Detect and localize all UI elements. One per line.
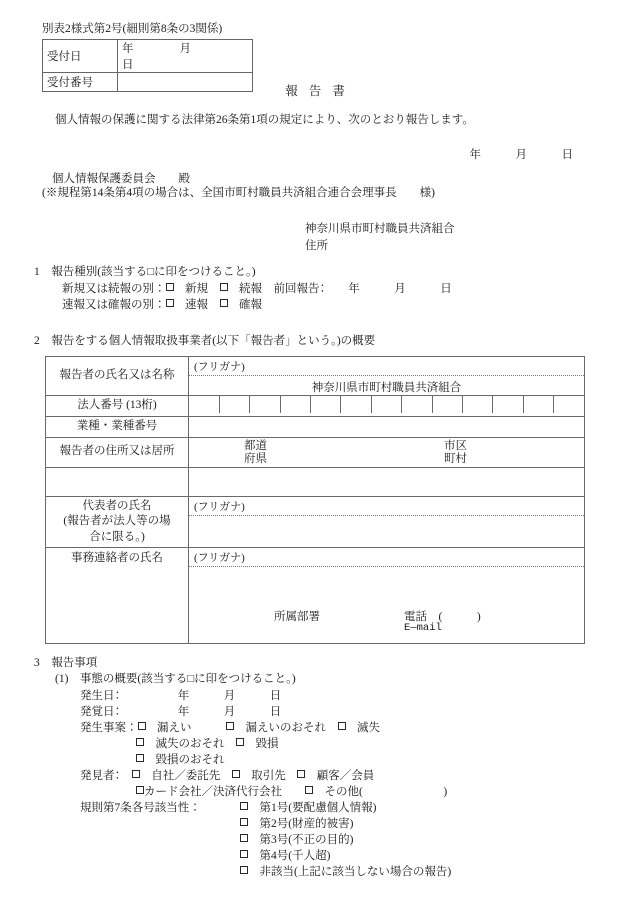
organization-address-label: 住所 xyxy=(305,240,328,252)
checkbox-business-partner[interactable] xyxy=(232,770,240,778)
detection-date-row[interactable]: 発覚日： 年 月 日 xyxy=(80,706,282,718)
contact-department-label: 所属部署 xyxy=(274,611,320,624)
section1-opt-final: 確報 xyxy=(239,299,262,311)
checkbox-rule-item4[interactable] xyxy=(240,850,248,858)
furigana-label: (フリガナ) xyxy=(189,357,584,376)
reporter-address-head-cell[interactable] xyxy=(189,437,585,467)
section1-previous-report-label: 前回報告： xyxy=(273,283,326,295)
representative-label-line3: 合に限る。) xyxy=(89,530,145,543)
table-row xyxy=(189,396,584,413)
corporate-number-label: 法人番号 (13桁) xyxy=(46,396,189,417)
receipt-number-label: 受付番号 xyxy=(43,73,118,92)
table-row xyxy=(43,40,253,73)
reporter-details-table xyxy=(45,356,585,644)
section3-heading: 3 報告事項 xyxy=(34,657,98,669)
corporate-number-cell[interactable] xyxy=(189,396,585,417)
case-type-row-2 xyxy=(136,737,279,751)
section1-opt-prompt: 速報 xyxy=(185,299,208,311)
address-spacer-label xyxy=(46,467,189,496)
case-type-row-1 xyxy=(80,721,380,735)
checkbox-loss[interactable] xyxy=(338,722,346,730)
corpnum-digit[interactable] xyxy=(432,396,462,413)
checkbox-damage-risk[interactable] xyxy=(136,754,144,762)
rule7-opt5: 非該当(上記に該当しない場合の報告) xyxy=(259,866,452,878)
checkbox-final-report[interactable] xyxy=(220,299,228,307)
section1-row2-label: 速報又は確報の別： xyxy=(62,299,166,311)
reporter-name-value: 神奈川県市町村職員共済組合 xyxy=(311,382,462,394)
table-row-representative xyxy=(46,496,585,548)
case-opt-leak: 漏えい xyxy=(157,722,192,734)
checkbox-rule-item1[interactable] xyxy=(240,802,248,810)
checkbox-followup[interactable] xyxy=(220,283,228,291)
discoverer-opt-card: カード会社／決済代行会社 xyxy=(144,786,282,798)
rule7-opt4: 第4号(千人超) xyxy=(259,850,331,862)
checkbox-prompt-report[interactable] xyxy=(166,299,174,307)
contact-email-label[interactable]: E—mail xyxy=(404,622,442,635)
contact-person-cell[interactable] xyxy=(189,548,585,644)
table-row-industry xyxy=(46,416,585,437)
corporate-number-grid xyxy=(189,396,584,413)
rule7-opt1: 第1号(要配慮個人情報) xyxy=(259,802,377,814)
section1-previous-report-date[interactable]: 年 月 日 xyxy=(348,283,452,295)
address-prefecture-label xyxy=(244,440,267,468)
submission-date-line[interactable]: 年 月 日 xyxy=(469,149,573,161)
case-opt-leak-risk: 漏えいのおそれ xyxy=(245,722,326,734)
contact-telephone-label[interactable]: 電話 ( ) xyxy=(404,611,481,624)
representative-label-line1: 代表者の氏名 xyxy=(82,499,152,512)
discoverer-opt-partner: 取引先 xyxy=(251,770,286,782)
contact-person-label: 事務連絡者の氏名 xyxy=(46,548,189,644)
rule7-item-5 xyxy=(240,865,451,879)
case-type-row-3 xyxy=(136,753,225,767)
lead-paragraph: 個人情報の保護に関する法律第26条第1項の規定により、次のとおり報告します。 xyxy=(55,114,474,126)
page-title: 報 告 書 xyxy=(285,84,349,98)
rule7-item-4 xyxy=(240,849,330,863)
furigana-label: (フリガナ) xyxy=(189,548,584,567)
document-code: 別表2様式第2号(細則第8条の3関係) xyxy=(42,23,223,35)
section1-opt-new: 新規 xyxy=(185,283,208,295)
industry-cell[interactable] xyxy=(189,416,585,437)
case-opt-damage-risk: 毀損のおそれ xyxy=(155,754,225,766)
corpnum-digit[interactable] xyxy=(371,396,401,413)
discoverer-label: 発見者： xyxy=(80,770,121,782)
section1-row-new-or-followup xyxy=(62,282,452,296)
rule7-opt3: 第3号(不正の目的) xyxy=(259,834,354,846)
checkbox-rule-item2[interactable] xyxy=(240,818,248,826)
checkbox-own-company[interactable] xyxy=(132,770,140,778)
address-city-label xyxy=(444,440,467,468)
checkbox-loss-risk[interactable] xyxy=(136,738,144,746)
rule7-label: 規則第7条各号該当性： xyxy=(80,802,201,814)
table-row-corporate-number xyxy=(46,396,585,417)
discoverer-row-2 xyxy=(136,785,447,799)
rule7-item-2 xyxy=(240,817,353,831)
rule7-item-1 xyxy=(240,801,376,815)
corpnum-digit[interactable] xyxy=(189,396,219,413)
addressee: 個人情報保護委員会 殿 xyxy=(52,173,190,185)
table-row-contact-person xyxy=(46,548,585,644)
section1-row1-label: 新規又は続報の別： xyxy=(62,283,166,295)
corpnum-digit[interactable] xyxy=(523,396,553,413)
table-row-reporter-name xyxy=(46,357,585,396)
representative-label xyxy=(46,496,189,548)
section1-heading: 1 報告種別(該当する□に印をつけること。) xyxy=(34,266,256,278)
checkbox-card-company[interactable] xyxy=(136,786,144,794)
corpnum-digit[interactable] xyxy=(554,396,585,413)
table-row-address xyxy=(46,437,585,467)
corpnum-digit[interactable] xyxy=(341,396,371,413)
checkbox-damage[interactable] xyxy=(236,738,244,746)
industry-label: 業種・業種番号 xyxy=(46,416,189,437)
corpnum-digit[interactable] xyxy=(311,396,341,413)
checkbox-leak[interactable] xyxy=(138,722,146,730)
section3-item1-heading: (1) 事態の概要(該当する□に印をつけること。) xyxy=(55,673,296,685)
checkbox-rule-item3[interactable] xyxy=(240,834,248,842)
checkbox-new[interactable] xyxy=(166,283,174,291)
corpnum-digit[interactable] xyxy=(462,396,492,413)
discoverer-row-1 xyxy=(80,769,374,783)
corpnum-digit[interactable] xyxy=(219,396,249,413)
case-opt-loss-risk: 滅失のおそれ xyxy=(155,738,225,750)
case-opt-loss: 滅失 xyxy=(357,722,380,734)
address-city-line2: 町村 xyxy=(444,453,467,466)
addressee-note: (※規程第14条第4項の場合は、全国市町村職員共済組合連合会理事長 様) xyxy=(42,187,435,199)
section1-opt-followup: 続報 xyxy=(239,283,262,295)
reporter-name-label: 報告者の氏名又は名称 xyxy=(46,357,189,396)
occurrence-date-row[interactable]: 発生日： 年 月 日 xyxy=(80,690,282,702)
rule7-opt2: 第2号(財産的被害) xyxy=(259,818,354,830)
section1-row-prompt-or-final xyxy=(62,298,262,312)
case-type-label: 発生事案： xyxy=(80,722,138,734)
address-city-line1: 市区 xyxy=(444,439,467,452)
corpnum-digit[interactable] xyxy=(250,396,280,413)
representative-label-line2: (報告者が法人等の場 xyxy=(63,515,171,528)
discoverer-opt-other[interactable]: その他( ) xyxy=(324,786,448,798)
reporter-name-cell[interactable] xyxy=(189,357,585,396)
corpnum-digit[interactable] xyxy=(493,396,523,413)
corpnum-digit[interactable] xyxy=(280,396,310,413)
section2-heading: 2 報告をする個人情報取扱事業者(以下「報告者」という。)の概要 xyxy=(34,335,376,347)
reporter-address-label: 報告者の住所又は居所 xyxy=(46,437,189,467)
checkbox-leak-risk[interactable] xyxy=(226,722,234,730)
furigana-label: (フリガナ) xyxy=(189,497,584,516)
receipt-date-label: 受付日 xyxy=(43,40,118,73)
discoverer-opt-customer: 顧客／会員 xyxy=(316,770,375,782)
organization-name: 神奈川県市町村職員共済組合 xyxy=(305,223,455,235)
discoverer-opt-own: 自社／委託先 xyxy=(151,770,221,782)
checkbox-other-discoverer[interactable] xyxy=(305,786,313,794)
checkbox-customer[interactable] xyxy=(297,770,305,778)
receipt-date-value[interactable]: 年 月 日 xyxy=(118,40,253,73)
address-prefecture-line2: 府県 xyxy=(244,453,267,466)
representative-name-cell[interactable] xyxy=(189,496,585,548)
checkbox-rule-not-applicable[interactable] xyxy=(240,866,248,874)
rule7-item-3 xyxy=(240,833,353,847)
corpnum-digit[interactable] xyxy=(402,396,432,413)
address-prefecture-line1: 都道 xyxy=(244,439,267,452)
case-opt-damage: 毀損 xyxy=(255,738,279,750)
